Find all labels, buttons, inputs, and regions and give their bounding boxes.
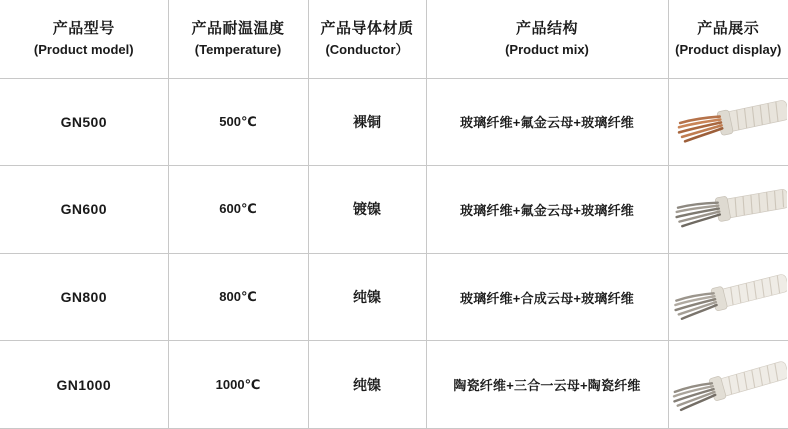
cell-product-model: GN500 bbox=[0, 78, 168, 166]
column-header-product-display bbox=[668, 0, 788, 78]
wire-photo-1 bbox=[669, 169, 787, 249]
cell-temperature: 800℃ bbox=[168, 253, 308, 341]
cell-conductor: 纯镍 bbox=[308, 253, 426, 341]
cell-product-mix: 玻璃纤维+合成云母+玻璃纤维 bbox=[426, 253, 668, 341]
cell-product-model: GN1000 bbox=[0, 341, 168, 429]
column-header-product-display-en: (Product display) bbox=[675, 41, 782, 57]
cell-product-mix: 玻璃纤维+氟金云母+玻璃纤维 bbox=[426, 78, 668, 166]
column-header-conductor bbox=[308, 0, 426, 78]
wire-illustration-icon bbox=[669, 345, 787, 425]
column-header-temperature-cn: 产品耐温温度 bbox=[191, 19, 285, 37]
wire-photo-3 bbox=[669, 345, 787, 425]
cell-product-mix: 玻璃纤维+氟金云母+玻璃纤维 bbox=[426, 166, 668, 254]
column-header-temperature bbox=[168, 0, 308, 78]
wire-photo-0 bbox=[669, 82, 787, 162]
cell-product-display bbox=[668, 253, 788, 341]
table-header-row bbox=[0, 0, 788, 78]
column-header-product-model-en: (Product model) bbox=[33, 41, 134, 57]
cell-conductor: 裸铜 bbox=[308, 78, 426, 166]
column-header-product-model bbox=[0, 0, 168, 78]
table-row bbox=[0, 341, 788, 429]
table-row bbox=[0, 78, 788, 166]
column-header-product-mix-en: (Product mix) bbox=[505, 41, 589, 57]
table-row bbox=[0, 166, 788, 254]
column-header-conductor-en: (Conductor） bbox=[325, 41, 409, 57]
wire-photo-2 bbox=[669, 257, 787, 337]
column-header-product-mix bbox=[426, 0, 668, 78]
cell-product-display bbox=[668, 341, 788, 429]
cell-product-display bbox=[668, 166, 788, 254]
table-row bbox=[0, 253, 788, 341]
column-header-product-display-cn: 产品展示 bbox=[697, 19, 760, 37]
wire-illustration-icon bbox=[669, 169, 787, 249]
cell-product-mix: 陶瓷纤维+三合一云母+陶瓷纤维 bbox=[426, 341, 668, 429]
cell-product-model: GN600 bbox=[0, 166, 168, 254]
table-header bbox=[0, 0, 788, 78]
cell-conductor: 纯镍 bbox=[308, 341, 426, 429]
column-header-product-mix-cn: 产品结构 bbox=[515, 19, 578, 37]
cell-product-display bbox=[668, 78, 788, 166]
column-header-conductor-cn: 产品导体材质 bbox=[320, 19, 414, 37]
column-header-product-model-cn: 产品型号 bbox=[52, 19, 115, 37]
cell-temperature: 500℃ bbox=[168, 78, 308, 166]
column-header-temperature-en: (Temperature) bbox=[194, 41, 282, 57]
wire-illustration-icon bbox=[669, 257, 787, 337]
cell-temperature: 600℃ bbox=[168, 166, 308, 254]
table-body bbox=[0, 78, 788, 429]
cell-temperature: 1000℃ bbox=[168, 341, 308, 429]
cell-product-model: GN800 bbox=[0, 253, 168, 341]
wire-illustration-icon bbox=[669, 82, 787, 162]
cell-conductor: 镀镍 bbox=[308, 166, 426, 254]
